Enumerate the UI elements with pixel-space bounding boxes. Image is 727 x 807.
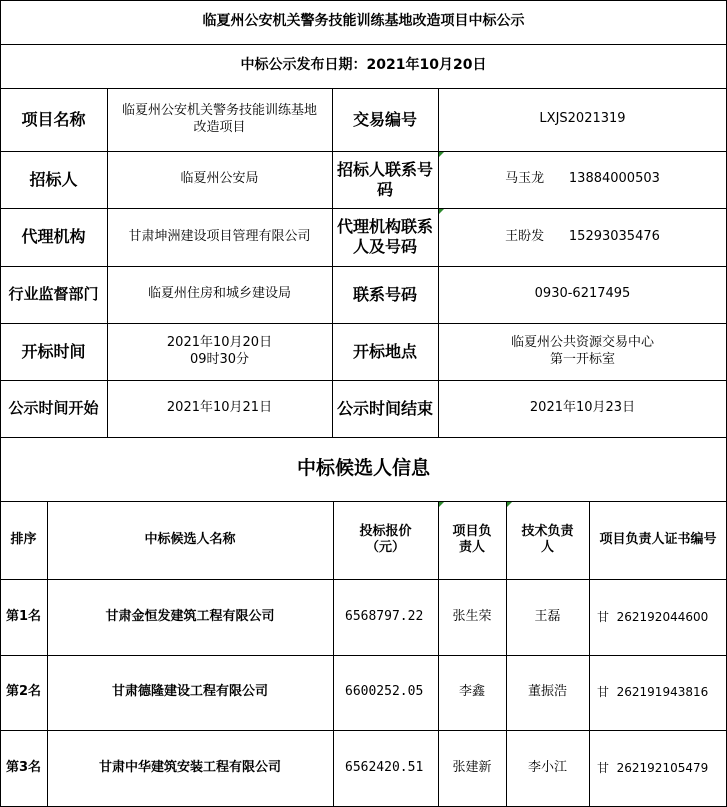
trade-no-label: 交易编号	[352, 109, 417, 129]
open-place-label: 开标地点	[352, 341, 417, 361]
row2-cert-no: 甘 262191943816	[597, 685, 709, 699]
row1-project-manager: 张生荣	[452, 608, 492, 624]
phone-value: 0930-6217495	[534, 286, 631, 302]
header-bid-price: 投标报价（元）	[359, 523, 412, 555]
tenderer-label: 招标人	[29, 169, 78, 189]
row2-candidate-name: 甘肃德隆建设工程有限公司	[111, 684, 268, 700]
project-name-value: 临夏州公安机关警务技能训练基地改造项目	[121, 103, 317, 135]
notice-end-value: 2021年10月23日	[529, 400, 636, 416]
row2-project-manager: 李鑫	[458, 684, 485, 700]
row1-cert-no: 甘 262192044600	[597, 609, 709, 624]
row1-bid-price: 6568797.22	[345, 608, 424, 624]
open-time-value	[107, 323, 332, 380]
open-place-line2: 第一开标室	[549, 351, 615, 367]
notice-start-value: 2021年10月21日	[166, 400, 273, 416]
phone-label: 联系号码	[352, 284, 417, 304]
row3-cert-no: 甘 262192105479	[597, 760, 709, 775]
agency-contact-value: 王盼发 15293035476	[505, 228, 660, 244]
tenderer-contact-label: 招标人联系号码	[336, 159, 433, 199]
project-name-label: 项目名称	[21, 109, 86, 129]
open-place-value	[438, 323, 727, 380]
row3-rank: 第3名	[5, 759, 42, 775]
notice-end-label: 公示时间结束	[336, 398, 433, 418]
tenderer-value: 临夏州公安局	[180, 171, 259, 187]
row3-project-manager: 张建新	[452, 759, 492, 775]
row2-rank: 第2名	[5, 684, 42, 700]
agency-contact-label: 代理机构联系人及号码	[336, 217, 433, 256]
notice-title: 临夏州公安机关警务技能训练基地改造项目中标公示	[202, 13, 525, 30]
supervisor-value: 临夏州住房和城乡建设局	[147, 286, 291, 302]
header-candidate-name: 中标候选人名称	[144, 531, 236, 547]
header-project-manager: 项目负责人	[452, 523, 492, 555]
trade-no-value: LXJS2021319	[539, 111, 626, 127]
publish-date: 中标公示发布日期：2021年10月20日	[240, 57, 487, 74]
candidates-section-title: 中标候选人信息	[296, 457, 430, 480]
row1-tech-manager: 王磊	[534, 608, 561, 624]
agency-value: 甘肃坤洲建设项目管理有限公司	[128, 228, 311, 244]
header-tech-manager: 技术负责人	[521, 523, 574, 555]
notice-start-label: 公示时间开始	[8, 399, 99, 418]
row3-tech-manager: 李小江	[527, 759, 567, 775]
open-time-hour: 09时30分	[189, 351, 250, 367]
row2-tech-manager: 董振浩	[527, 684, 567, 700]
row1-candidate-name: 甘肃金恒发建筑工程有限公司	[105, 608, 275, 624]
row3-candidate-name: 甘肃中华建筑安装工程有限公司	[98, 759, 281, 775]
row1-rank: 第1名	[5, 608, 42, 624]
header-cert-no: 项目负责人证书编号	[599, 531, 717, 547]
open-time-label: 开标时间	[21, 341, 86, 361]
open-place-line1: 临夏州公共资源交易中心	[510, 335, 654, 351]
agency-label: 代理机构	[21, 227, 86, 246]
row2-bid-price: 6600252.05	[345, 684, 424, 700]
supervisor-label: 行业监督部门	[8, 285, 99, 304]
tenderer-contact-value: 马玉龙 13884000503	[505, 171, 660, 187]
open-time-date: 2021年10月20日	[166, 335, 273, 351]
header-rank: 排序	[10, 531, 37, 547]
row3-bid-price: 6562420.51	[345, 759, 424, 775]
